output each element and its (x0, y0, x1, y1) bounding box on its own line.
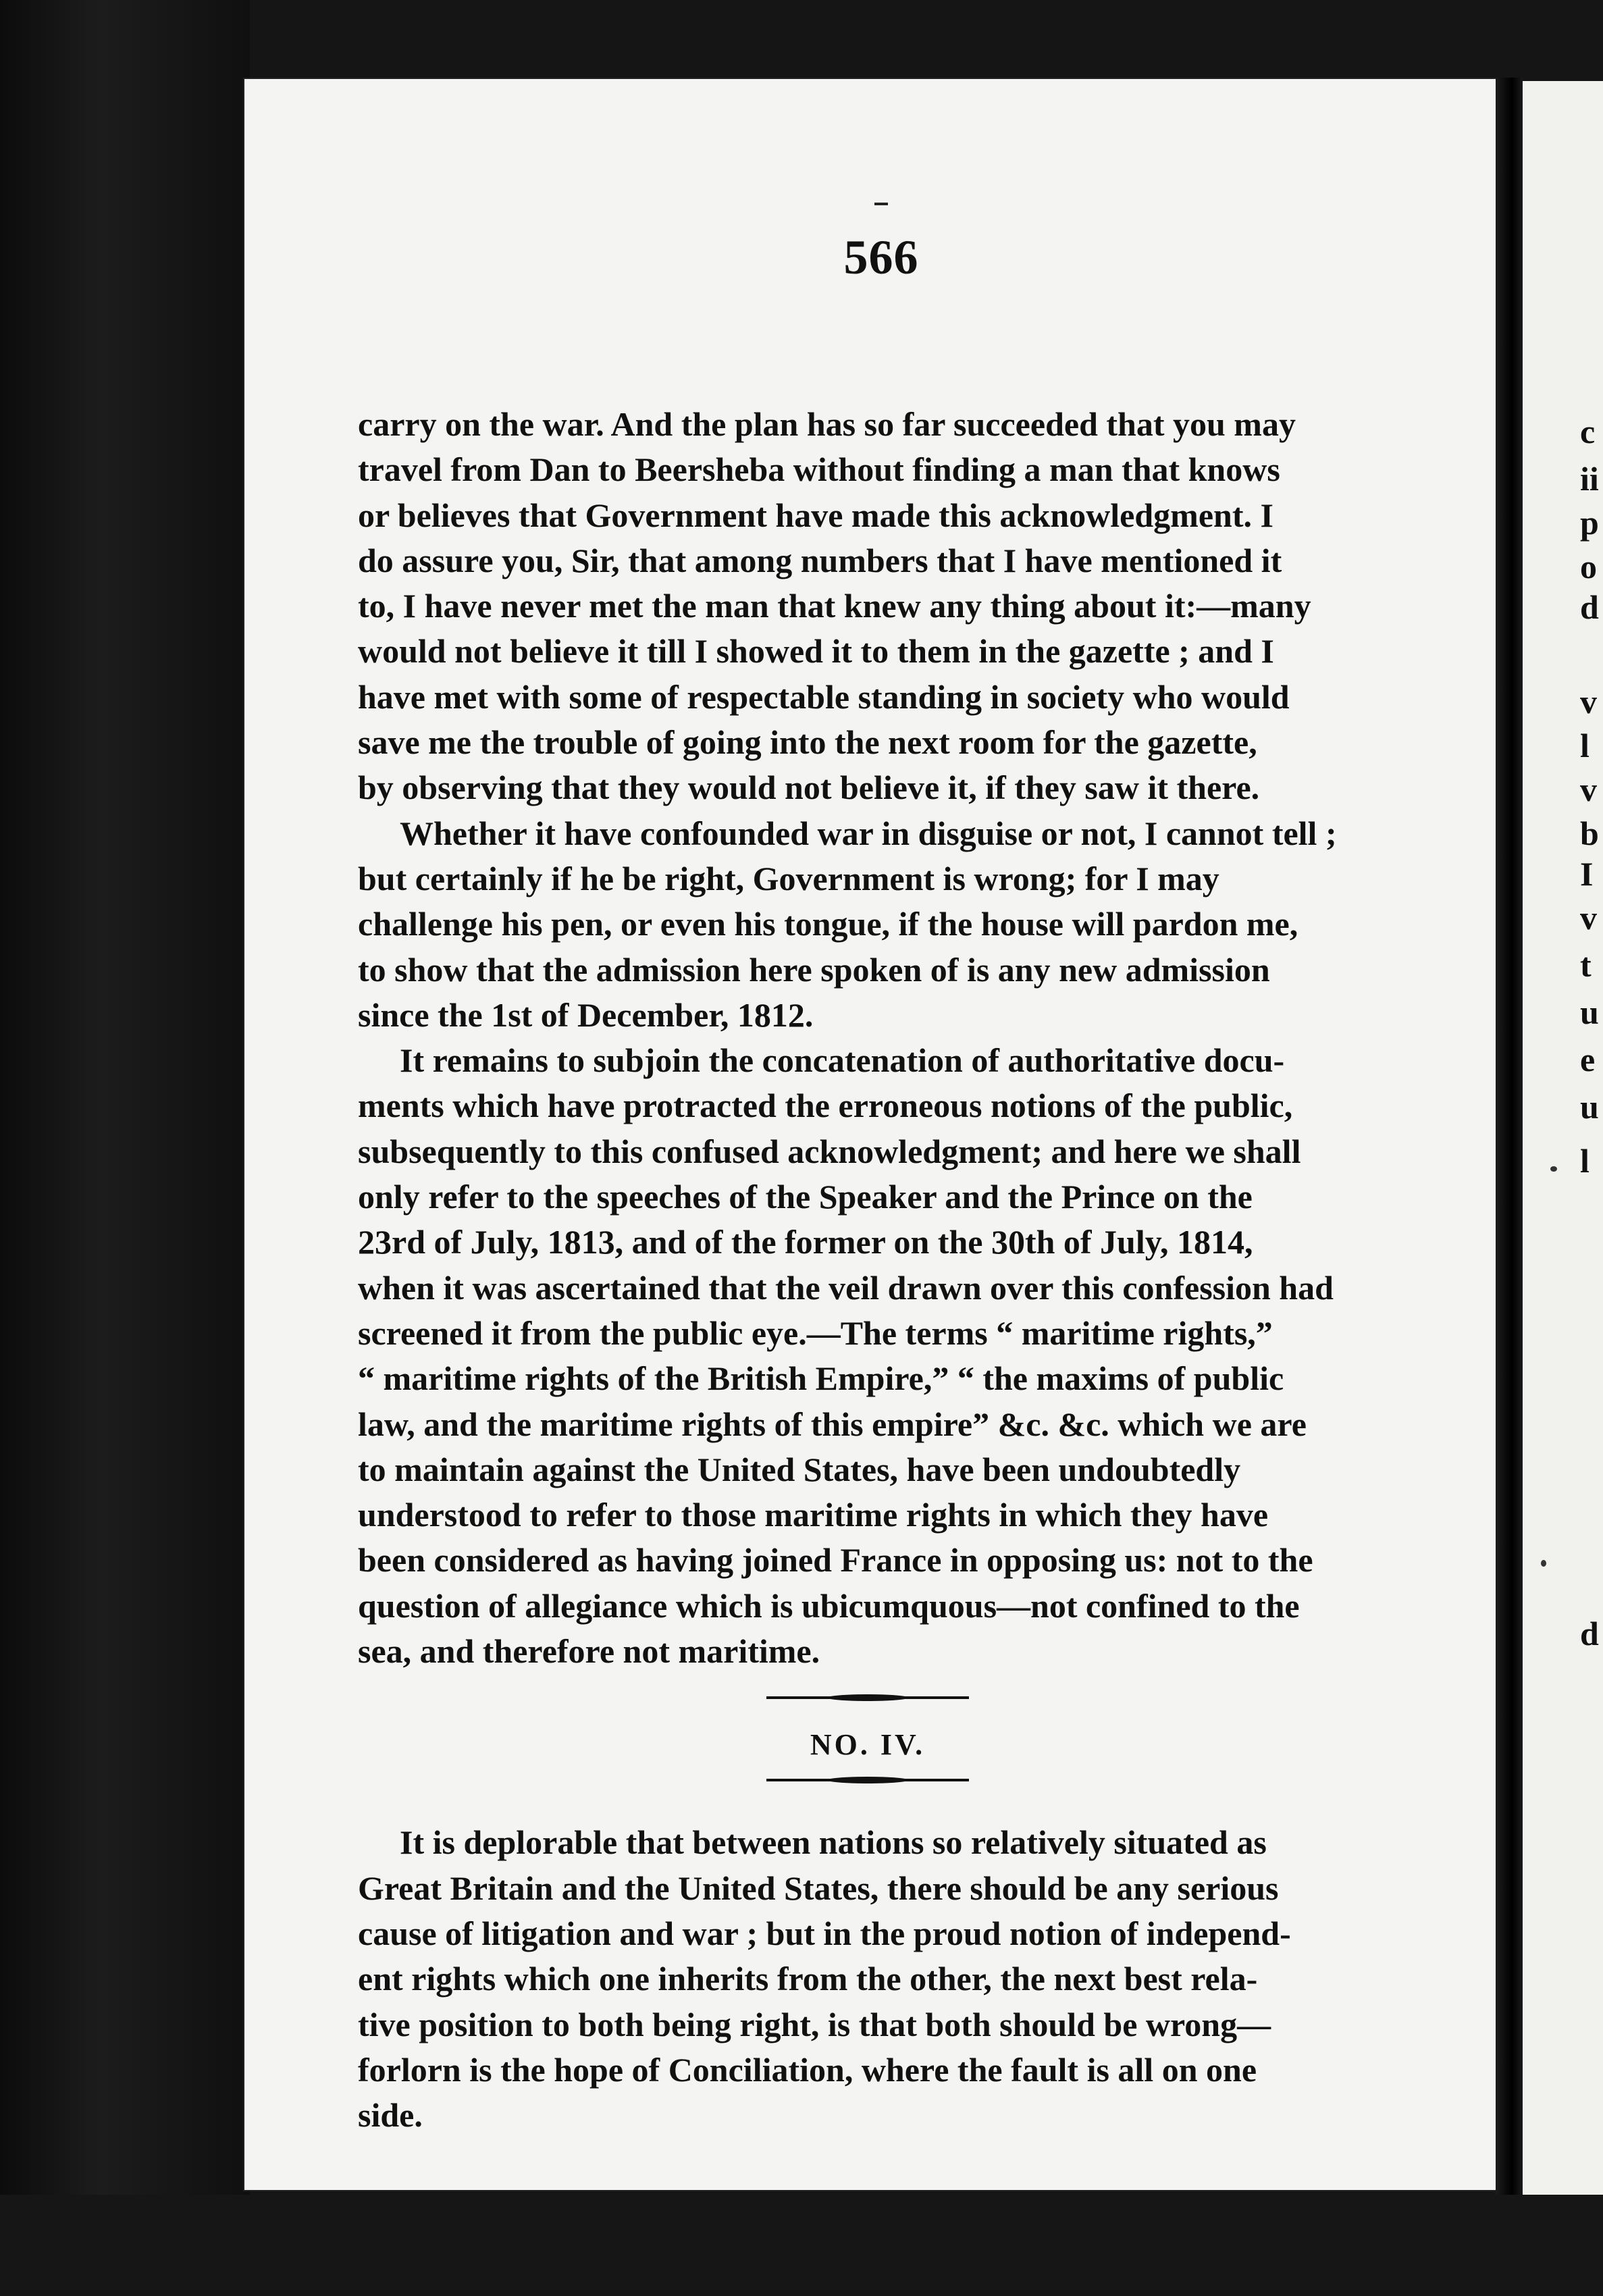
paragraph-2-line: Whether it have confounded war in disguise or not, I cannot tell ; (400, 814, 1337, 852)
paragraph-1-line: would not believe it till I showed it to them in the gazette ; and I (358, 632, 1274, 671)
facing-page-fragment: o (1580, 548, 1597, 585)
paragraph-1-line: by observing that they would not believe it, if they saw it there. (358, 768, 1260, 807)
facing-page-fragment: t (1580, 946, 1592, 984)
facing-page-fragment: l (1580, 727, 1589, 764)
book-gutter (1496, 78, 1523, 2205)
dark-background (0, 0, 250, 2296)
facing-page-fragment: d (1580, 588, 1599, 626)
paragraph-section-iv-line: tive position to both being right, is that both should be wrong— (358, 2005, 1271, 2043)
paragraph-2-line: to show that the admission here spoken of is any new admission (358, 950, 1270, 989)
paragraph-1-line: save me the trouble of going into the next room for the gazette, (358, 723, 1257, 762)
facing-page-fragment: p (1580, 504, 1599, 542)
paragraph-section-iv (358, 1820, 1377, 2138)
paragraph-section-iv-line: cause of litigation and war ; but in the proud notion of independ- (358, 1914, 1291, 1952)
paragraph-1 (358, 402, 1377, 811)
page-text (358, 402, 1377, 2138)
facing-page-fragment: d (1580, 1615, 1599, 1652)
paragraph-2-line: challenge his pen, or even his tongue, if the house will pardon me, (358, 905, 1298, 943)
paragraph-section-iv-line: It is deplorable that between nations so relatively situated as (400, 1823, 1267, 1862)
facing-page-fragment: v (1580, 771, 1597, 808)
paragraph-3-line: to maintain against the United States, have been undoubtedly (358, 1450, 1241, 1488)
paragraph-3-line: been considered as having joined France in opposing us: not to the (358, 1541, 1313, 1580)
paragraph-3 (358, 1038, 1377, 1674)
page-number: 566 (243, 230, 1519, 286)
paragraph-3-line: ments which have protracted the erroneous notions of the public, (358, 1087, 1293, 1125)
facing-page-fragment: v (1580, 899, 1597, 937)
facing-page-fragment: b (1580, 814, 1599, 852)
book-page (243, 78, 1519, 2191)
facing-page-fragment: ii (1580, 460, 1599, 498)
paragraph-2-line: but certainly if he be right, Government is wrong; for I may (358, 859, 1219, 897)
paragraph-section-iv-line: forlorn is the hope of Conciliation, where the fault is all on one (358, 2050, 1257, 2089)
facing-page-fragment: I (1580, 855, 1594, 893)
paragraph-3-line: screened it from the public eye.—The terms “ maritime rights,” (358, 1313, 1273, 1352)
ink-speck (1541, 1560, 1546, 1567)
paragraph-3-line: sea, and therefore not maritime. (358, 1632, 820, 1671)
paragraph-3-line: 23rd of July, 1813, and of the former on the 30th of July, 1814, (358, 1223, 1253, 1261)
facing-page-fragment: u (1580, 1088, 1599, 1126)
facing-page-fragment: u (1580, 993, 1599, 1031)
facing-page-fragment: e (1580, 1041, 1596, 1078)
paragraph-1-line: or believes that Government have made this acknowledgment. I (358, 496, 1273, 534)
facing-page-edge (1523, 81, 1603, 2201)
paragraph-2-line: since the 1st of December, 1812. (358, 995, 814, 1034)
paragraph-3-line: understood to refer to those maritime rights in which they have (358, 1496, 1269, 1534)
paragraph-3-line: It remains to subjoin the concatenation of authoritative docu- (400, 1041, 1285, 1080)
paragraph-1-line: to, I have never met the man that knew any thing about it:—many (358, 587, 1311, 625)
section-heading: NO. IV. (810, 1728, 926, 1762)
paragraph-section-iv-line: ent rights which one inherits from the other, the next best rela- (358, 1960, 1258, 1998)
ink-speck (1550, 1166, 1557, 1172)
paragraph-3-line: only refer to the speeches of the Speaker and the Prince on the (358, 1178, 1253, 1216)
paragraph-1-line: have met with some of respectable standing in society who would (358, 677, 1290, 716)
dark-background-bottom (0, 2195, 1603, 2296)
paragraph-1-line: carry on the war. And the plan has so far succeeded that you may (358, 405, 1296, 443)
ornamental-rule-top (766, 1693, 969, 1702)
facing-page-fragment: c (1580, 413, 1596, 450)
facing-page-fragment: v (1580, 683, 1597, 721)
ornamental-rule-bottom (766, 1775, 969, 1785)
paragraph-1-line: do assure you, Sir, that among numbers that I have mentioned it (358, 541, 1282, 579)
paragraph-3-line: when it was ascertained that the veil drawn over this confession had (358, 1268, 1334, 1307)
paragraph-3-line: subsequently to this confused acknowledgment; and here we shall (358, 1132, 1301, 1170)
paragraph-3-line: question of allegiance which is ubicumquous—not confined to the (358, 1586, 1300, 1625)
paragraph-3-line: “ maritime rights of the British Empire,” “ the maxims of public (358, 1359, 1284, 1398)
facing-page-fragment: l (1580, 1142, 1589, 1180)
paragraph-section-iv-line: Great Britain and the United States, there should be any serious (358, 1869, 1279, 1907)
paragraph-3-line: law, and the maritime rights of this empire” &c. &c. which we are (358, 1405, 1307, 1443)
paragraph-section-iv-line: side. (358, 2096, 423, 2135)
paragraph-1-line: travel from Dan to Beersheba without finding a man that knows (358, 450, 1280, 489)
paragraph-2 (358, 811, 1377, 1038)
